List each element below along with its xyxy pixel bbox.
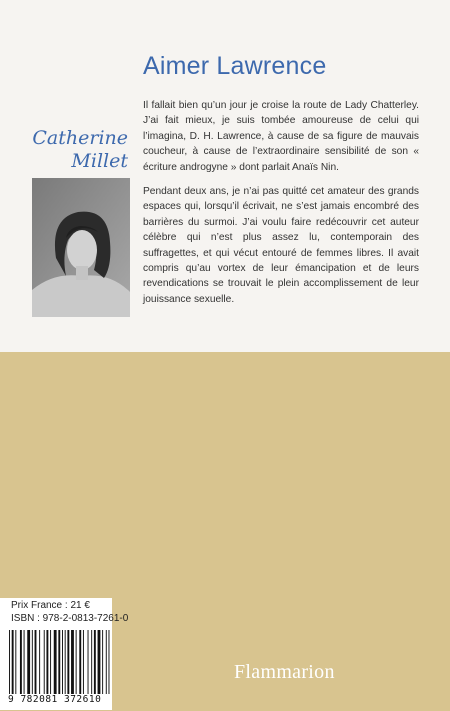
publisher-name: Flammarion [234, 661, 335, 683]
author-first-name: Catherine [32, 127, 128, 149]
barcode-digits: 9 782081 372610 [8, 694, 102, 705]
price-label: Prix France : 21 € [11, 600, 90, 611]
blurb [143, 98, 419, 316]
barcode-icon [7, 630, 111, 694]
blurb-paragraph: Pendant deux ans, je n’ai pas quitté cet amateur des grands espaces qui, lorsqu’il écrivait, ne s’est jamais encombré des barrières du surmoi. J’ai voulu faire redécouvrir cet auteur célèbre qui n’est plus assez lu, contemporain des suffragettes, et qui vécut entouré de femmes libres. Il avait compris qu’au vortex de leur émancipation et de leurs revendications se trouvait le plein accomplissement de leur jouissance sexuelle. [143, 186, 419, 305]
author-portrait-photo [32, 178, 130, 317]
author-name [28, 127, 128, 173]
author-last-name: Millet [71, 150, 128, 172]
blurb-paragraph: Il fallait bien qu’un jour je croise la route de Lady Chatterley. J’ai fait mieux, je suis tombée amoureuse de celui qui l’imagina, D. H. Lawrence, à cause de sa figure de mauvais coucheur, à cause de l’extraordinaire sensibilité de son « écriture androgyne » dont parlait Anaïs Nin. [143, 100, 419, 173]
book-title: Aimer Lawrence [143, 52, 327, 80]
isbn-label: ISBN : 978-2-0813-7261-0 [11, 613, 129, 624]
